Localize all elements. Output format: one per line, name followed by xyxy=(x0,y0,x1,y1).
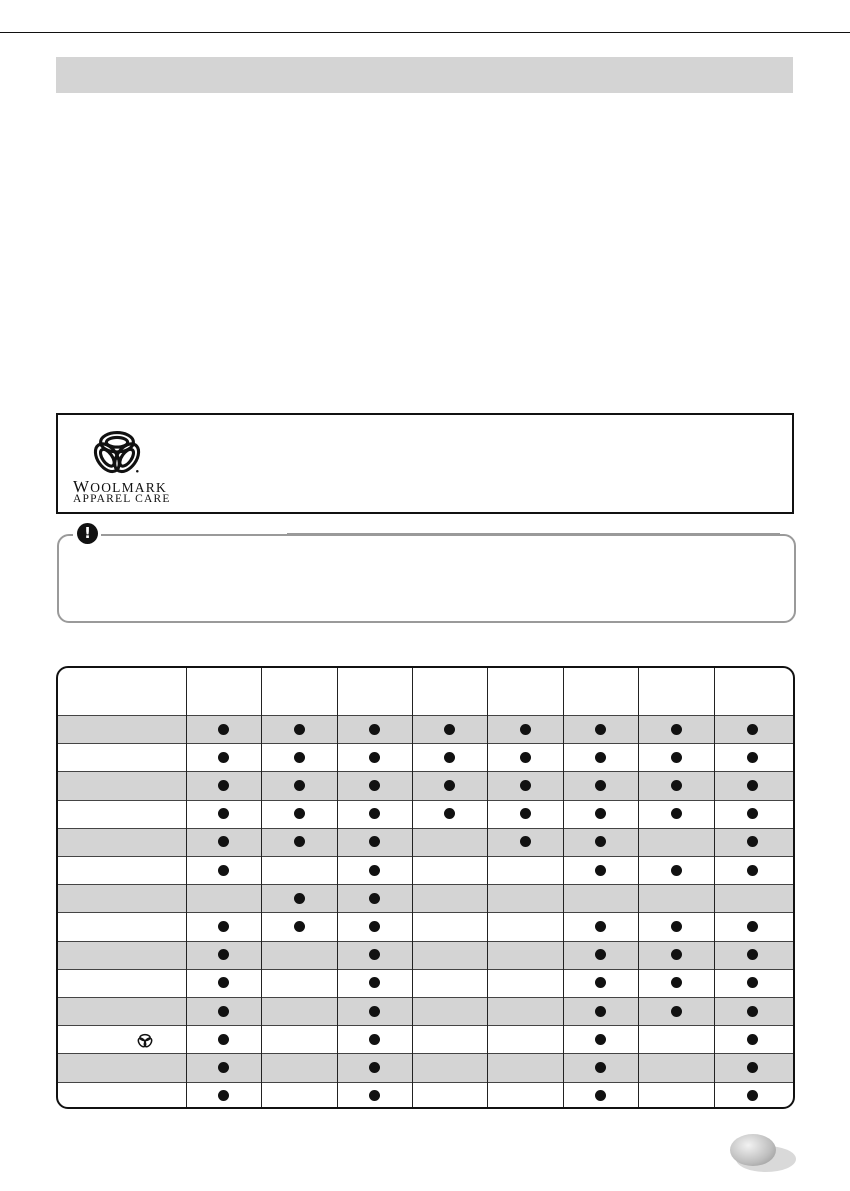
table-row xyxy=(58,743,793,771)
availability-dot xyxy=(294,752,305,763)
availability-dot xyxy=(444,724,455,735)
woolmark-subtitle: APPAREL CARE xyxy=(73,493,171,505)
row-divider xyxy=(58,771,793,772)
availability-dot xyxy=(218,949,229,960)
row-divider xyxy=(58,912,793,913)
row-divider xyxy=(58,969,793,970)
availability-dot xyxy=(294,921,305,932)
column-header xyxy=(638,668,714,715)
availability-dot xyxy=(671,808,682,819)
availability-dot xyxy=(520,752,531,763)
row-label xyxy=(58,1053,186,1081)
availability-dot xyxy=(218,780,229,791)
availability-dot xyxy=(595,1062,606,1073)
woolmark-initial: W xyxy=(73,477,91,496)
availability-dot xyxy=(444,752,455,763)
availability-dot xyxy=(520,780,531,791)
availability-dot xyxy=(369,949,380,960)
row-divider xyxy=(58,997,793,998)
availability-dot xyxy=(369,780,380,791)
table-row xyxy=(58,1082,793,1109)
availability-dot xyxy=(595,780,606,791)
row-label xyxy=(58,771,186,799)
row-label xyxy=(58,828,186,856)
availability-dot xyxy=(294,893,305,904)
availability-dot xyxy=(218,752,229,763)
table-row xyxy=(58,828,793,856)
section-header-band xyxy=(56,57,793,93)
column-header xyxy=(563,668,638,715)
availability-dot xyxy=(747,724,758,735)
availability-dot xyxy=(520,836,531,847)
availability-dot xyxy=(595,724,606,735)
row-label xyxy=(58,912,186,940)
availability-dot xyxy=(747,836,758,847)
row-divider xyxy=(58,1082,793,1083)
column-divider xyxy=(261,668,262,1107)
row-divider xyxy=(58,884,793,885)
availability-dot xyxy=(671,921,682,932)
availability-dot xyxy=(218,724,229,735)
row-divider xyxy=(58,1053,793,1054)
table-row xyxy=(58,884,793,912)
page-number xyxy=(730,1134,776,1166)
column-header xyxy=(261,668,337,715)
column-divider xyxy=(412,668,413,1107)
caution-box xyxy=(57,524,796,623)
availability-dot xyxy=(595,836,606,847)
availability-dot xyxy=(218,921,229,932)
availability-dot xyxy=(369,752,380,763)
availability-dot xyxy=(218,1006,229,1017)
availability-dot xyxy=(369,1034,380,1045)
availability-dot xyxy=(595,752,606,763)
availability-dot xyxy=(747,921,758,932)
availability-dot xyxy=(218,977,229,988)
availability-dot xyxy=(595,1006,606,1017)
column-divider xyxy=(487,668,488,1107)
availability-dot xyxy=(444,808,455,819)
column-header xyxy=(186,668,261,715)
availability-dot xyxy=(218,1034,229,1045)
row-label xyxy=(58,1025,186,1053)
availability-dot xyxy=(671,949,682,960)
availability-dot xyxy=(218,865,229,876)
row-label xyxy=(58,997,186,1025)
availability-dot xyxy=(595,1034,606,1045)
availability-dot xyxy=(218,836,229,847)
table-row xyxy=(58,1025,793,1053)
table-row xyxy=(58,997,793,1025)
row-divider xyxy=(58,1025,793,1026)
availability-dot xyxy=(747,1006,758,1017)
table-row xyxy=(58,1053,793,1081)
table-row xyxy=(58,800,793,828)
table-row xyxy=(58,912,793,940)
availability-dot xyxy=(747,752,758,763)
row-divider xyxy=(58,828,793,829)
row-label xyxy=(58,884,186,912)
availability-dot xyxy=(369,893,380,904)
availability-dot xyxy=(671,752,682,763)
availability-dot xyxy=(294,780,305,791)
top-rule xyxy=(0,32,850,33)
availability-dot xyxy=(747,865,758,876)
availability-dot xyxy=(369,1006,380,1017)
availability-dot xyxy=(595,808,606,819)
availability-dot xyxy=(595,949,606,960)
row-label xyxy=(58,856,186,884)
row-divider xyxy=(58,941,793,942)
availability-dot xyxy=(369,836,380,847)
column-header xyxy=(412,668,487,715)
availability-dot xyxy=(369,808,380,819)
availability-dot xyxy=(595,1090,606,1101)
page-badge xyxy=(730,1134,776,1166)
table-row xyxy=(58,941,793,969)
row-label xyxy=(58,969,186,997)
availability-dot xyxy=(369,865,380,876)
availability-dot xyxy=(369,724,380,735)
column-divider xyxy=(563,668,564,1107)
row-label xyxy=(58,743,186,771)
table-row xyxy=(58,715,793,743)
availability-dot xyxy=(369,977,380,988)
availability-dot xyxy=(671,724,682,735)
availability-dot xyxy=(595,977,606,988)
availability-dot xyxy=(218,1062,229,1073)
column-divider xyxy=(186,668,187,1107)
column-divider xyxy=(638,668,639,1107)
column-header xyxy=(714,668,791,715)
woolmark-rest: OOLMARK xyxy=(90,480,167,495)
table-row xyxy=(58,856,793,884)
availability-dot xyxy=(294,724,305,735)
availability-dot xyxy=(369,1090,380,1101)
availability-dot xyxy=(747,1090,758,1101)
availability-dot xyxy=(520,808,531,819)
availability-dot xyxy=(595,921,606,932)
column-divider xyxy=(337,668,338,1107)
row-label xyxy=(58,715,186,743)
column-header xyxy=(487,668,563,715)
availability-dot xyxy=(671,865,682,876)
availability-dot xyxy=(218,808,229,819)
row-label xyxy=(58,1082,186,1109)
availability-dot xyxy=(369,921,380,932)
availability-dot xyxy=(671,1006,682,1017)
program-table xyxy=(56,666,795,1109)
row-divider xyxy=(58,743,793,744)
availability-dot xyxy=(747,977,758,988)
row-divider xyxy=(58,800,793,801)
availability-dot xyxy=(747,1034,758,1045)
woolmark-small-icon xyxy=(135,1031,155,1049)
availability-dot xyxy=(444,780,455,791)
row-label xyxy=(58,800,186,828)
column-divider xyxy=(714,668,715,1107)
table-row xyxy=(58,771,793,799)
row-label xyxy=(58,941,186,969)
woolmark-box xyxy=(56,413,794,514)
availability-dot xyxy=(747,808,758,819)
table-row xyxy=(58,969,793,997)
availability-dot xyxy=(294,836,305,847)
woolmark-ball-icon xyxy=(88,421,146,479)
availability-dot xyxy=(218,1090,229,1101)
availability-dot xyxy=(747,780,758,791)
availability-dot xyxy=(595,865,606,876)
availability-dot xyxy=(671,780,682,791)
availability-dot xyxy=(671,977,682,988)
exclamation-icon: ! xyxy=(77,523,98,544)
availability-dot xyxy=(294,808,305,819)
column-header xyxy=(337,668,412,715)
availability-dot xyxy=(520,724,531,735)
row-divider xyxy=(58,715,793,716)
availability-dot xyxy=(369,1062,380,1073)
row-divider xyxy=(58,856,793,857)
availability-dot xyxy=(747,1062,758,1073)
availability-dot xyxy=(747,949,758,960)
